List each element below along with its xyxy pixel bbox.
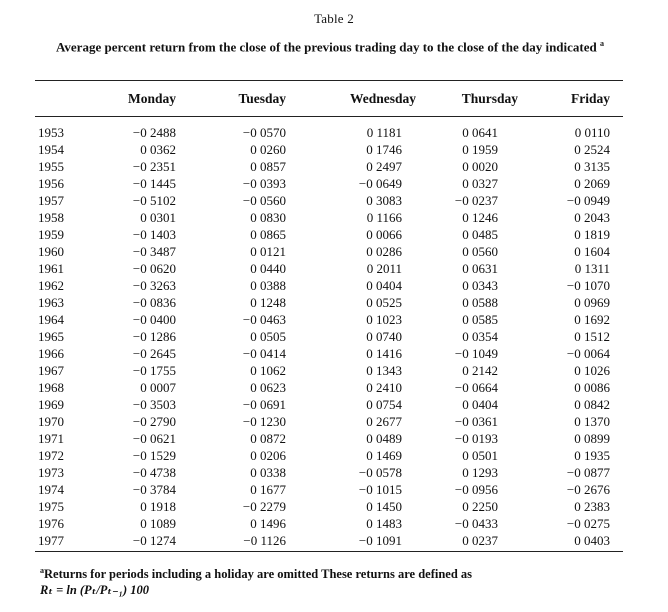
footnote-formula: Rₜ = ln (Pₜ/Pₜ₋₁) 100 [40,583,150,598]
year-cell: 1963 [38,295,64,310]
value-cell-tuesday: −0 1126 [243,533,286,548]
value-cell-monday: −0 2645 [132,346,176,361]
value-cell-monday: −0 1755 [132,363,176,378]
value-cell-friday: 0 1604 [574,244,610,259]
year-cell: 1953 [38,125,64,140]
value-cell-wednesday: −0 0578 [358,465,402,480]
table-row [0,430,668,447]
value-cell-monday: 0 0362 [140,142,176,157]
value-cell-tuesday: −0 2279 [242,499,286,514]
year-cell: 1970 [38,414,64,429]
year-cell: 1959 [38,227,64,242]
value-cell-monday: −0 3503 [132,397,176,412]
value-cell-friday: 0 1311 [574,261,610,276]
table-caption [30,37,630,54]
value-cell-tuesday: −0 0463 [242,312,286,327]
value-cell-friday: 0 1692 [574,312,610,327]
value-cell-monday: −0 5102 [132,193,176,208]
value-cell-monday: 0 0301 [140,210,176,225]
value-cell-thursday: 0 0631 [462,261,498,276]
value-cell-tuesday: −0 0691 [242,397,286,412]
value-cell-wednesday: 0 0404 [366,278,402,293]
column-header-monday: Monday [127,91,176,106]
value-cell-friday: 0 2383 [574,499,610,514]
value-cell-friday: 0 0110 [574,125,610,140]
value-cell-friday: −0 0949 [566,193,610,208]
bottom-rule [35,551,623,552]
year-cell: 1971 [38,431,64,446]
year-cell: 1957 [38,193,64,208]
value-cell-wednesday: 0 0286 [366,244,402,259]
value-cell-friday: 0 1512 [574,329,610,344]
value-cell-friday: 0 1370 [574,414,610,429]
value-cell-thursday: 0 0585 [462,312,498,327]
value-cell-tuesday: 0 1496 [250,516,286,531]
value-cell-monday: −0 1445 [132,176,176,191]
value-cell-tuesday: 0 0872 [250,431,286,446]
value-cell-wednesday: 0 3083 [366,193,402,208]
header-rule [35,116,623,117]
caption-footnote-marker: a [600,39,604,48]
table-row [0,498,668,515]
value-cell-tuesday: 0 0440 [250,261,286,276]
value-cell-tuesday: 0 0830 [250,210,286,225]
year-cell: 1955 [38,159,64,174]
value-cell-thursday: 0 0237 [462,533,498,548]
table-row [0,192,668,209]
value-cell-friday: −0 0064 [566,346,610,361]
value-cell-thursday: 0 0404 [462,397,498,412]
value-cell-wednesday: −0 0649 [358,176,402,191]
value-cell-wednesday: 0 2677 [366,414,402,429]
value-cell-friday: −0 0877 [566,465,610,480]
year-cell: 1975 [38,499,64,514]
value-cell-monday: −0 1274 [132,533,176,548]
table-row [0,515,668,532]
value-cell-thursday: 0 0343 [462,278,498,293]
value-cell-tuesday: −0 1230 [242,414,286,429]
value-cell-tuesday: 0 0260 [250,142,286,157]
value-cell-wednesday: 0 2011 [366,261,402,276]
table-row [0,464,668,481]
table-row [0,379,668,396]
value-cell-wednesday: 0 1746 [366,142,402,157]
value-cell-wednesday: 0 1469 [366,448,402,463]
value-cell-wednesday: 0 2497 [366,159,402,174]
table-row [0,124,668,141]
table-row [0,362,668,379]
value-cell-tuesday: 0 0505 [250,329,286,344]
value-cell-wednesday: 0 0489 [366,431,402,446]
value-cell-thursday: 0 0641 [462,125,498,140]
value-cell-friday: −0 1070 [566,278,610,293]
value-cell-wednesday: 0 0525 [366,295,402,310]
value-cell-thursday: 0 1246 [462,210,498,225]
year-cell: 1964 [38,312,64,327]
value-cell-friday: 0 0403 [574,533,610,548]
year-cell: 1961 [38,261,64,276]
year-cell: 1969 [38,397,64,412]
table-row [0,481,668,498]
value-cell-friday: 0 3135 [574,159,610,174]
column-header-thursday: Thursday [461,91,518,106]
table-row [0,226,668,243]
value-cell-monday: −0 0621 [132,431,176,446]
footnote [40,563,630,598]
value-cell-wednesday: −0 1091 [358,533,402,548]
year-cell: 1973 [38,465,64,480]
value-cell-monday: −0 4738 [132,465,176,480]
value-cell-tuesday: −0 0560 [242,193,286,208]
column-header-row [0,91,668,107]
value-cell-monday: −0 0400 [132,312,176,327]
value-cell-monday: −0 0620 [132,261,176,276]
value-cell-monday: −0 1286 [132,329,176,344]
value-cell-monday: −0 3487 [132,244,176,259]
value-cell-monday: −0 3263 [132,278,176,293]
table-row [0,311,668,328]
table-row [0,413,668,430]
value-cell-thursday: −0 0193 [454,431,498,446]
top-rule [35,80,623,81]
value-cell-thursday: 0 1293 [462,465,498,480]
value-cell-thursday: 0 0501 [462,448,498,463]
table-row [0,277,668,294]
year-cell: 1972 [38,448,64,463]
value-cell-thursday: 0 2250 [462,499,498,514]
value-cell-friday: 0 0842 [574,397,610,412]
value-cell-thursday: 0 1959 [462,142,498,157]
value-cell-thursday: 0 0020 [462,159,498,174]
column-header-wednesday: Wednesday [349,91,416,106]
value-cell-wednesday: 0 1343 [366,363,402,378]
value-cell-monday: −0 2488 [132,125,176,140]
value-cell-thursday: 0 0560 [462,244,498,259]
value-cell-monday: −0 2790 [132,414,176,429]
table-row [0,447,668,464]
value-cell-thursday: 0 0485 [462,227,498,242]
value-cell-tuesday: 0 1677 [250,482,286,497]
value-cell-wednesday: 0 1166 [366,210,402,225]
value-cell-wednesday: 0 0066 [366,227,402,242]
value-cell-wednesday: 0 1483 [366,516,402,531]
value-cell-monday: 0 1918 [140,499,176,514]
value-cell-monday: −0 1403 [132,227,176,242]
footnote-text: Returns for periods including a holiday are omitted These returns are defined as [44,567,473,582]
value-cell-monday: −0 0836 [132,295,176,310]
year-cell: 1966 [38,346,64,361]
value-cell-wednesday: 0 1023 [366,312,402,327]
value-cell-wednesday: 0 2410 [366,380,402,395]
table-row [0,260,668,277]
table-row [0,158,668,175]
value-cell-friday: 0 1026 [574,363,610,378]
value-cell-friday: 0 2524 [574,142,610,157]
value-cell-wednesday: 0 0754 [366,397,402,412]
year-cell: 1960 [38,244,64,259]
year-cell: 1954 [38,142,64,157]
value-cell-tuesday: 0 0206 [250,448,286,463]
value-cell-tuesday: −0 0570 [242,125,286,140]
table-row [0,396,668,413]
value-cell-thursday: −0 0664 [454,380,498,395]
value-cell-friday: 0 0969 [574,295,610,310]
value-cell-tuesday: 0 0338 [250,465,286,480]
value-cell-friday: 0 1819 [574,227,610,242]
value-cell-friday: 0 2043 [574,210,610,225]
value-cell-tuesday: 0 0865 [250,227,286,242]
value-cell-tuesday: 0 1062 [250,363,286,378]
value-cell-friday: 0 0086 [574,380,610,395]
value-cell-thursday: 0 2142 [462,363,498,378]
table-label: Table 2 [314,11,354,26]
value-cell-wednesday: 0 0740 [366,329,402,344]
year-cell: 1967 [38,363,64,378]
value-cell-thursday: −0 0956 [454,482,498,497]
year-cell: 1977 [38,533,64,548]
value-cell-tuesday: 0 0623 [250,380,286,395]
value-cell-friday: −0 0275 [566,516,610,531]
value-cell-monday: −0 1529 [132,448,176,463]
year-cell: 1968 [38,380,64,395]
value-cell-thursday: 0 0354 [462,329,498,344]
value-cell-tuesday: 0 1248 [250,295,286,310]
value-cell-friday: 0 2069 [574,176,610,191]
value-cell-monday: −0 3784 [132,482,176,497]
value-cell-tuesday: 0 0388 [250,278,286,293]
table-row [0,243,668,260]
footnote-marker: a [40,566,44,575]
year-cell: 1974 [38,482,64,497]
table-row [0,175,668,192]
value-cell-friday: 0 1935 [574,448,610,463]
value-cell-thursday: 0 0588 [462,295,498,310]
value-cell-thursday: −0 0237 [454,193,498,208]
value-cell-thursday: −0 0433 [454,516,498,531]
value-cell-thursday: −0 1049 [454,346,498,361]
column-header-tuesday: Tuesday [238,91,286,106]
table-row [0,294,668,311]
caption-text: Average percent return from the close of the previous trading day to the close of the day indicated [55,39,597,55]
value-cell-thursday: −0 0361 [454,414,498,429]
year-cell: 1976 [38,516,64,531]
column-header-friday: Friday [571,91,610,106]
value-cell-wednesday: 0 1416 [366,346,402,361]
table-row [0,345,668,362]
value-cell-tuesday: −0 0393 [242,176,286,191]
value-cell-friday: 0 0899 [574,431,610,446]
value-cell-wednesday: −0 1015 [358,482,402,497]
table-body [0,124,668,549]
value-cell-wednesday: 0 1181 [366,125,402,140]
year-cell: 1958 [38,210,64,225]
year-cell: 1956 [38,176,64,191]
table-row [0,141,668,158]
value-cell-monday: −0 2351 [132,159,176,174]
value-cell-monday: 0 1089 [140,516,176,531]
value-cell-friday: −0 2676 [566,482,610,497]
value-cell-wednesday: 0 1450 [366,499,402,514]
value-cell-tuesday: 0 0857 [250,159,286,174]
value-cell-tuesday: 0 0121 [250,244,286,259]
year-cell: 1965 [38,329,64,344]
value-cell-tuesday: −0 0414 [242,346,286,361]
year-cell: 1962 [38,278,64,293]
table-row [0,532,668,549]
table-row [0,328,668,345]
value-cell-monday: 0 0007 [140,380,176,395]
table-row [0,209,668,226]
value-cell-thursday: 0 0327 [462,176,498,191]
